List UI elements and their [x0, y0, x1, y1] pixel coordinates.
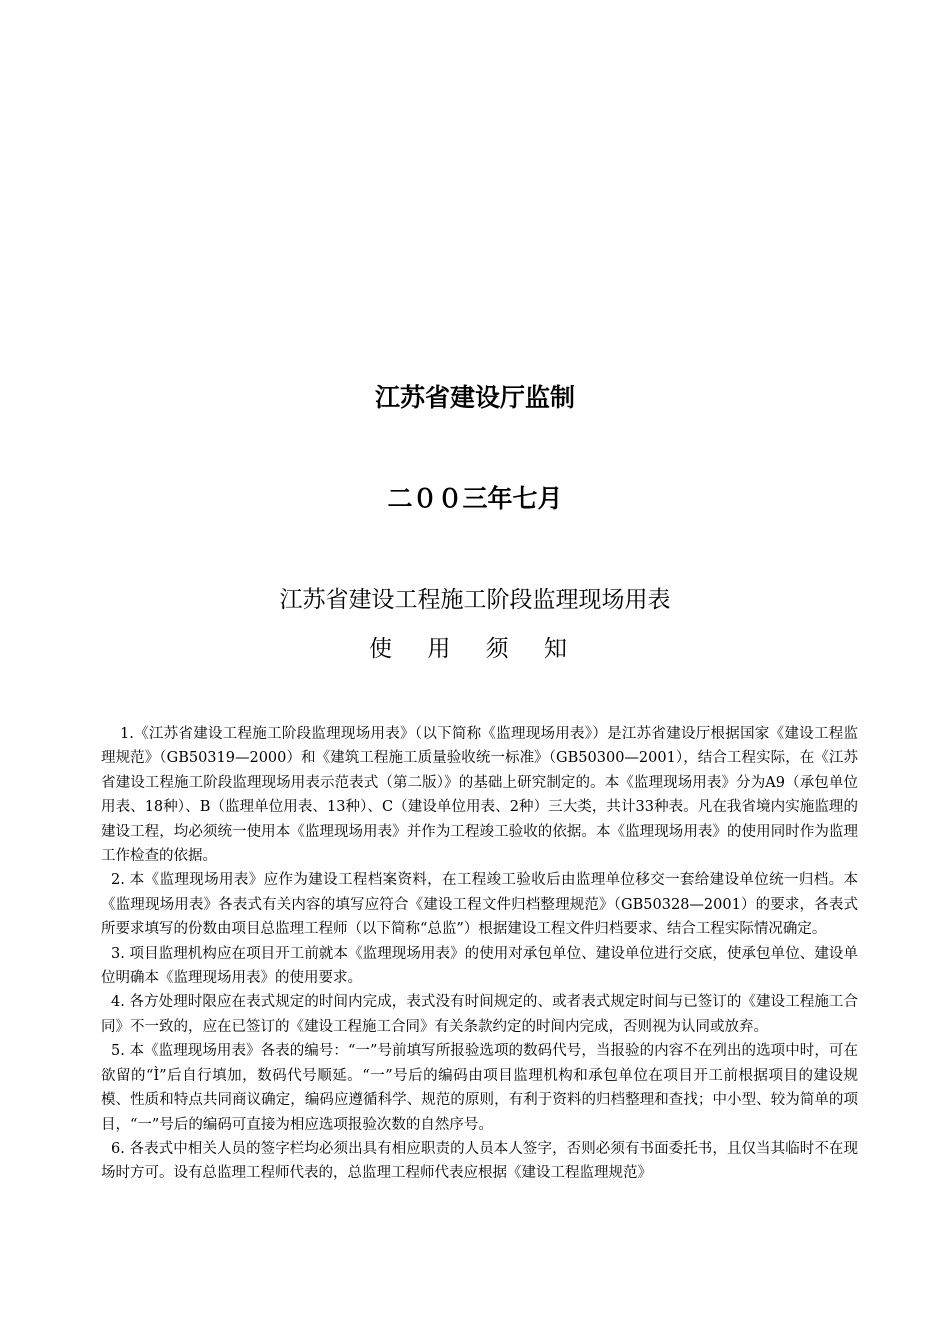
paragraph-1: 1.《江苏省建设工程施工阶段监理现场用表》（以下简称《监理现场用表》）是江苏省建设厅根据国家《建设工程监理规范》（GB50319—2000）和《建筑工程施工质量验收统一标准》（GB50300—2001），结合工程实际，在《江苏省建设工程施工阶段监理现场用表示范表式（第二版）》的基础上研究制定的。本《监理现场用表》分为A9（承包单位用表、18种）、B（监理单位用表、13种）、C（建设单位用表、2种）三大类，共计33种表。凡在我省境内实施监理的建设工程，均必须统一使用本《监理现场用表》并作为工程竣工验收的依据。本《监理现场用表》的使用同时作为监理工作检查的依据。 [101, 726, 858, 865]
notice-subtitle: 使 用 须 知 [369, 636, 581, 662]
paragraph-6: 6. 各表式中相关人员的签字栏均必须出具有相应职责的人员本人签字，否则必须有书面委托书，且仅当其临时不在现场时方可。设有总监理工程师代表的，总监理工程师代表应根据《建设工程监理规范》 [101, 1140, 858, 1182]
paragraph-2: 2. 本《监理现场用表》应作为建设工程档案资料，在工程竣工验收后由监理单位移交一套给建设单位统一归档。本《监理现场用表》各表式有关内容的填写应符合《建设工程文件归档整理规范》（GB50328—2001）的要求，各表式所要求填写的份数由项目总监理工程师（以下简称“总监”）根据建设工程文件归档要求、结合工程实际情况确定。 [101, 872, 858, 938]
date-heading: 二００三年七月 [387, 484, 563, 513]
notice-body [101, 722, 858, 1186]
paragraph-4: 4. 各方处理时限应在表式规定的时间内完成，表式没有时间规定的、或者表式规定时间与已签订的《建设工程施工合同》不一致的，应在已签订的《建设工程施工合同》有关条款约定的时间内完成，否则视为认同或放弃。 [101, 994, 858, 1035]
issuer-heading: 江苏省建设厅监制 [374, 383, 575, 412]
document-title: 江苏省建设工程施工阶段监理现场用表 [279, 587, 671, 613]
paragraph-5: 5. 本《监理现场用表》各表的编号：“一”号前填写所报验选项的数码代号，当报验的内容不在列出的选项中时，可在欲留的“Ì”后自行填加，数码代号顺延。“一”号后的编码由项目监理机构和承包单位在项目开工前根据项目的建设规模、性质和特点共同商议确定，编码应遵循科学、规范的原则，有利于资料的归档整理和查找；中小型、较为简单的项目，“一”号后的编码可直接为相应选项报验次数的自然序号。 [101, 1043, 858, 1133]
paragraph-3: 3. 项目监理机构应在项目开工前就本《监理现场用表》的使用对承包单位、建设单位进行交底，使承包单位、建设单位明确本《监理现场用表》的使用要求。 [101, 945, 858, 987]
